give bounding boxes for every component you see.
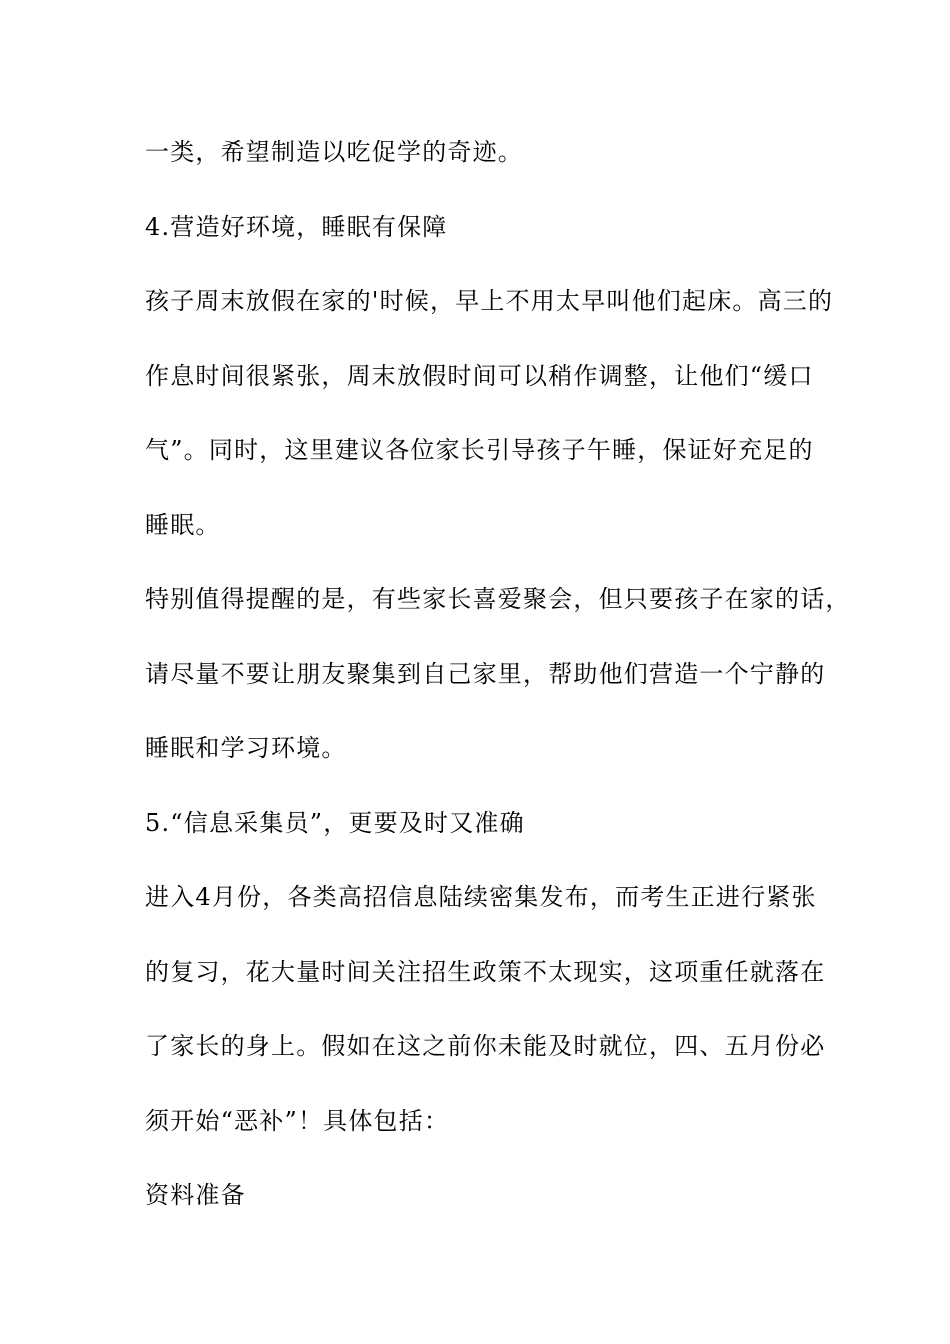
text-line: 孩子周末放假在家的'时候，早上不用太早叫他们起床。高三的 — [145, 287, 834, 315]
text-line: 睡眠和学习环境。 — [145, 734, 347, 762]
text-line: 睡眠。 — [145, 511, 221, 539]
text-line: 须开始“恶补”！具体包括： — [145, 1107, 450, 1135]
text-line: 了家长的身上。假如在这之前你未能及时就位，四、五月份必 — [145, 1032, 826, 1060]
section-heading: 5.“信息采集员”，更要及时又准确 — [145, 809, 525, 837]
text-line: 气”。同时，这里建议各位家长引导孩子午睡，保证好充足的 — [145, 436, 814, 464]
text-line: 作息时间很紧张，周末放假时间可以稍作调整，让他们“缓口 — [145, 362, 814, 390]
text-line: 的复习，花大量时间关注招生政策不太现实，这项重任就落在 — [145, 958, 826, 986]
text-line: 资料准备 — [145, 1181, 246, 1209]
text-line: 进入4月份，各类高招信息陆续密集发布，而考生正进行紧张 — [145, 883, 817, 911]
section-heading: 4.营造好环境，睡眠有保障 — [145, 213, 448, 241]
text-line: 一类，希望制造以吃促学的奇迹。 — [145, 138, 523, 166]
text-line: 请尽量不要让朋友聚集到自己家里，帮助他们营造一个宁静的 — [145, 660, 826, 688]
text-line: 特别值得提醒的是，有些家长喜爱聚会，但只要孩子在家的话， — [145, 585, 851, 613]
